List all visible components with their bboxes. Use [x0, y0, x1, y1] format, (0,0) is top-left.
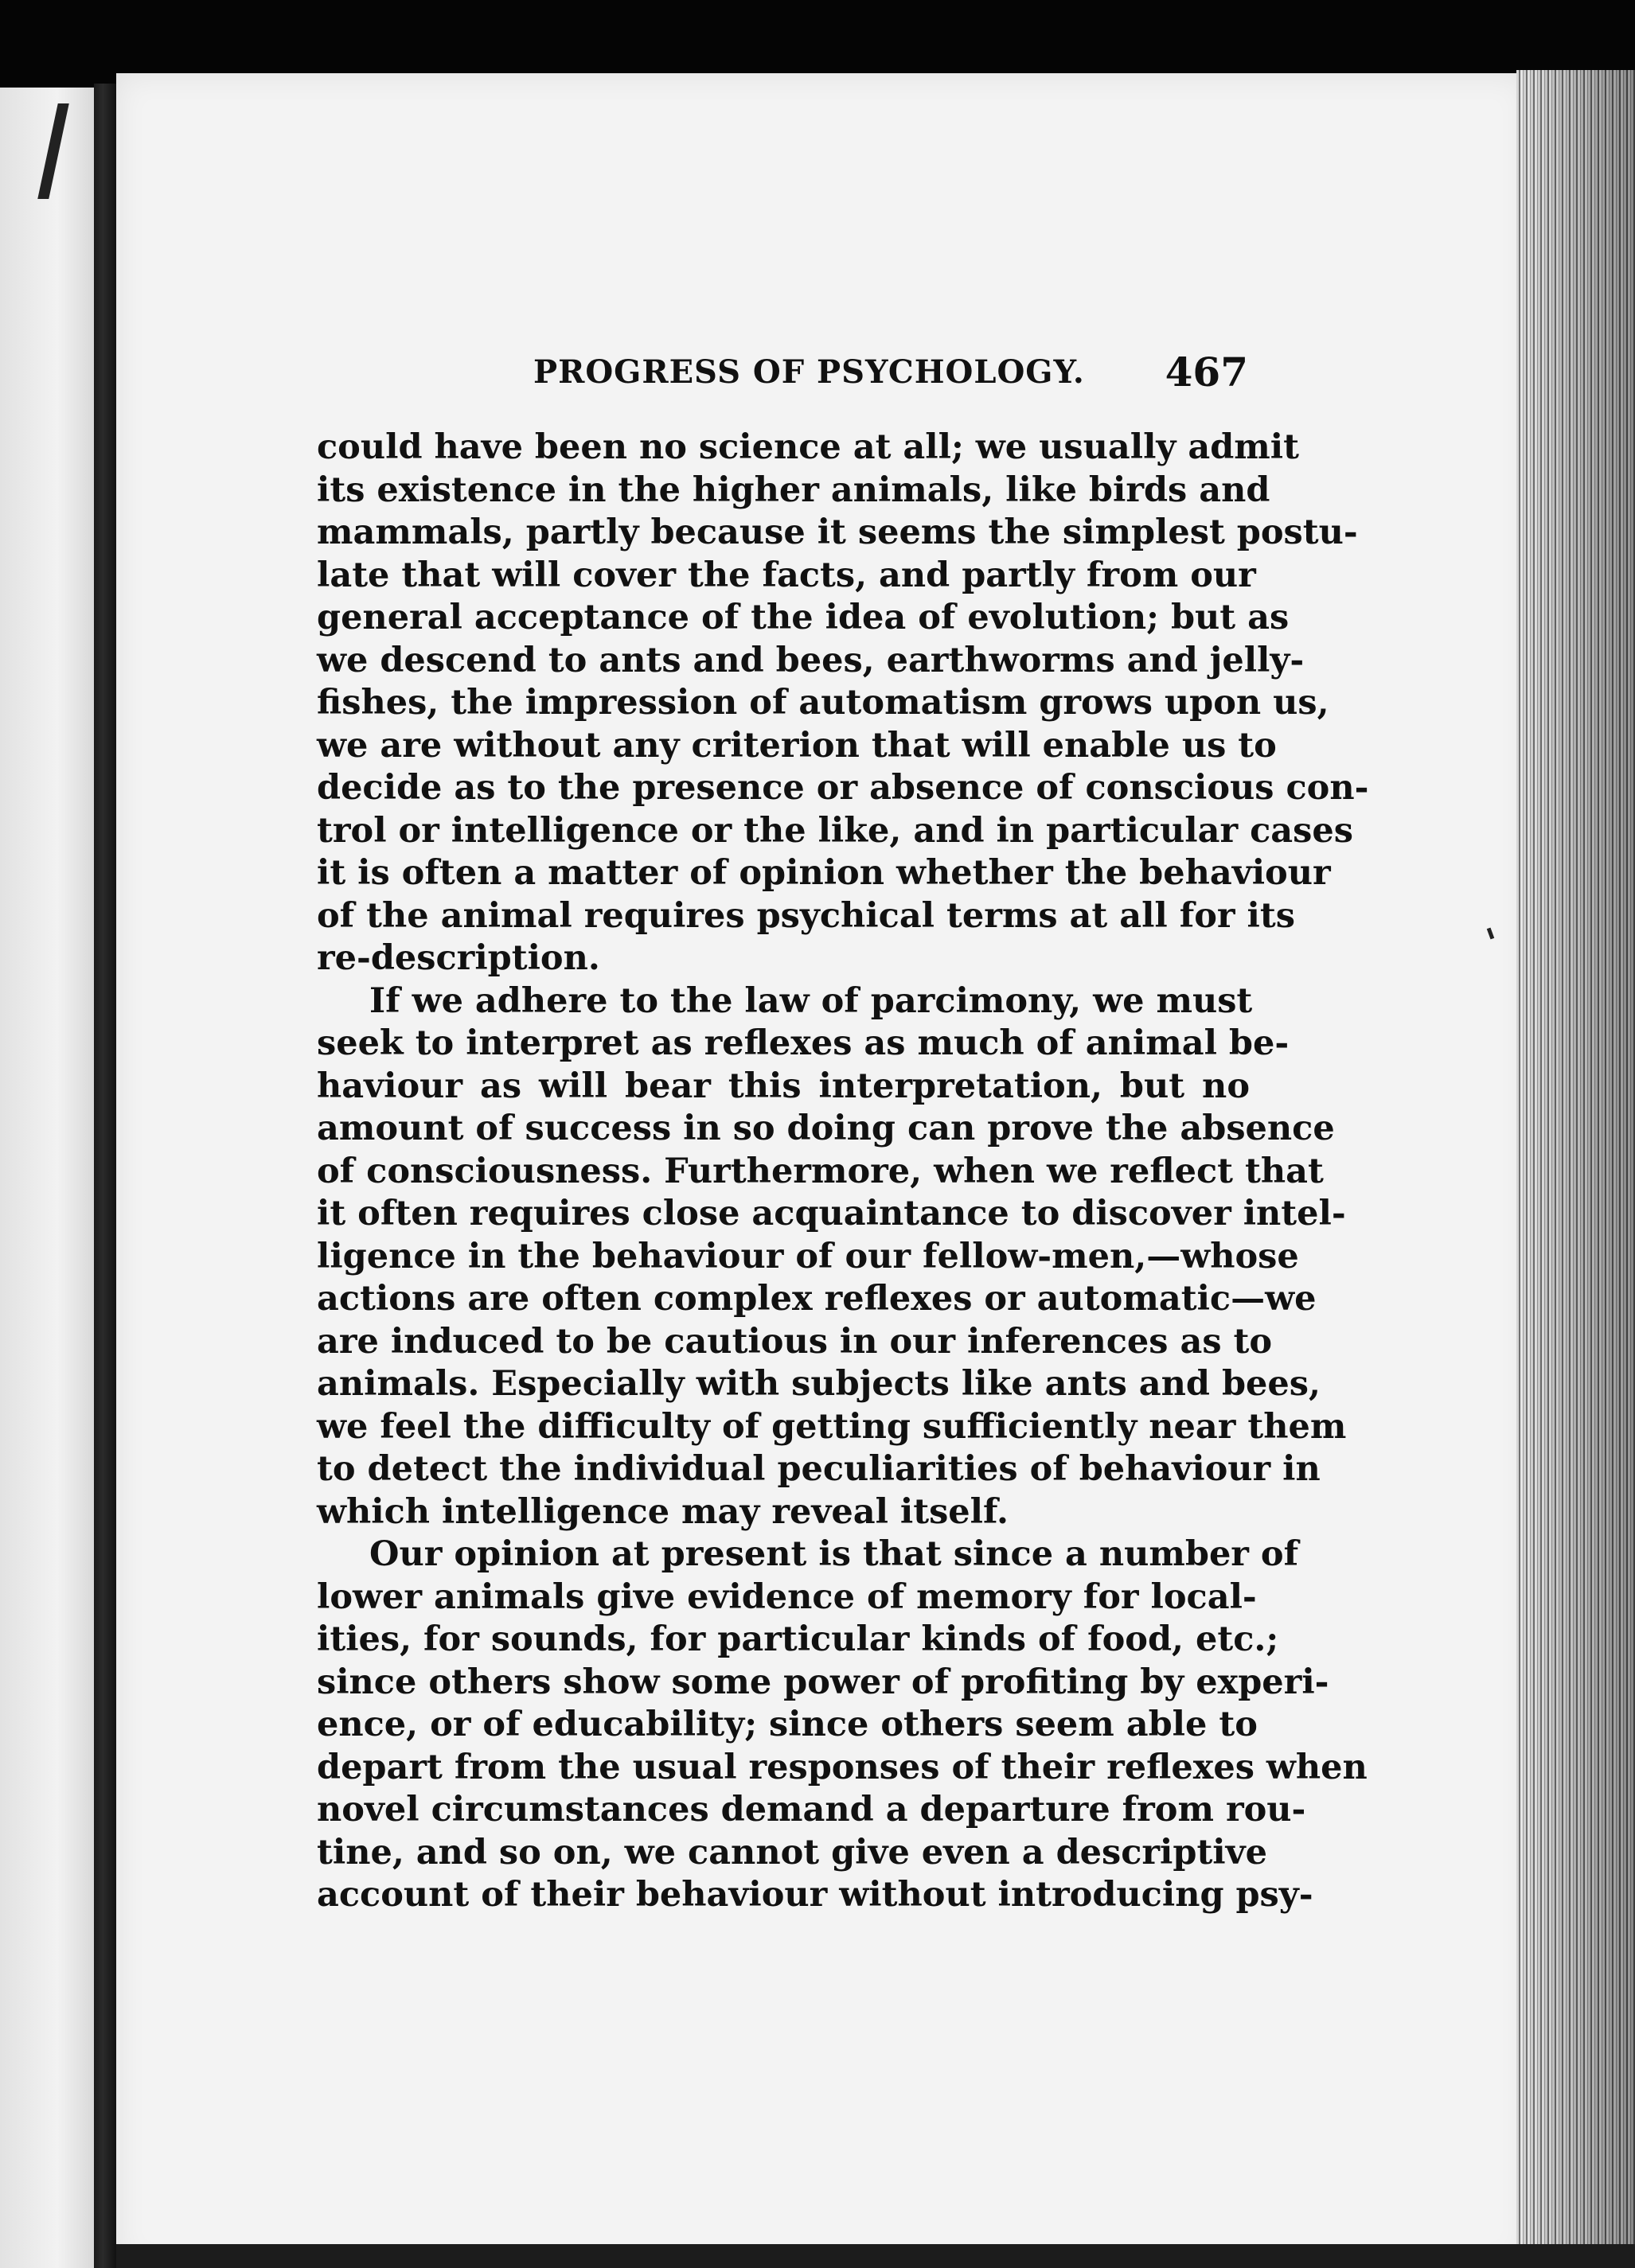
- text-line: depart from the usual responses of their reflexes when: [317, 1747, 1368, 1787]
- running-title: PROGRESS OF PSYCHOLOGY.: [533, 353, 1085, 391]
- text-line: fishes, the impression of automatism grows upon us,: [317, 683, 1329, 723]
- text-line: If we adhere to the law of parcimony, we must: [369, 980, 1253, 1021]
- text-line: its existence in the higher animals, like birds and: [317, 470, 1270, 510]
- text-line: which intelligence may reveal itself.: [317, 1491, 1009, 1532]
- paragraph: [317, 427, 1369, 980]
- text-line: of the animal requires psychical terms at all for its: [317, 895, 1295, 936]
- text-line: decide as to the presence or absence of conscious con-: [317, 768, 1369, 808]
- text-line: novel circumstances demand a departure from rou-: [317, 1790, 1306, 1830]
- text-line: of consciousness. Furthermore, when we reflect that: [317, 1151, 1324, 1191]
- text-line: ence, or of educability; since others seem able to: [317, 1705, 1258, 1744]
- facing-page-edge: [0, 88, 96, 2268]
- text-line: since others show some power of profiting by experi-: [317, 1662, 1329, 1702]
- text-line: haviour as will bear this interpretation, but no: [317, 1066, 1250, 1106]
- text-line: late that will cover the facts, and partly from our: [317, 555, 1256, 595]
- text-line: account of their behaviour without introducing psy-: [317, 1875, 1313, 1915]
- text-line: we descend to ants and bees, earthworms and jelly-: [317, 640, 1305, 680]
- text-line: lower animals give evidence of memory for local-: [317, 1576, 1257, 1617]
- text-line: mammals, partly because it seems the simplest postu-: [317, 512, 1358, 552]
- paragraph: [317, 1533, 1368, 1917]
- page-fold-mark: [37, 103, 69, 199]
- text-line: re-description.: [317, 938, 600, 978]
- page-number: 467: [1165, 349, 1248, 396]
- text-line: could have been no science at all; we usually admit: [317, 427, 1299, 467]
- book-gutter: [94, 84, 116, 2268]
- text-line: are induced to be cautious in our inferences as to: [317, 1321, 1273, 1362]
- text-line: amount of success in so doing can prove the absence: [317, 1109, 1335, 1148]
- text-line: it often requires close acquaintance to discover intel-: [317, 1194, 1346, 1233]
- text-line: animals. Especially with subjects like ants and bees,: [317, 1364, 1321, 1404]
- page-fore-edge-shade: [1516, 70, 1635, 2268]
- text-line: it is often a matter of opinion whether the behaviour: [317, 853, 1331, 893]
- text-line: we are without any criterion that will enable us to: [317, 725, 1277, 766]
- running-header: [318, 349, 1248, 401]
- text-line: to detect the individual peculiarities of behaviour in: [317, 1449, 1321, 1489]
- text-line: seek to interpret as reflexes as much of animal be-: [317, 1023, 1290, 1063]
- text-line: ligence in the behaviour of our fellow-men,—whose: [317, 1236, 1299, 1276]
- scan-bottom-border: [116, 2244, 1635, 2268]
- text-line: actions are often complex reflexes or automatic—we: [317, 1279, 1317, 1319]
- text-line: tine, and so on, we cannot give even a descriptive: [317, 1832, 1267, 1872]
- text-line: Our opinion at present is that since a number of: [369, 1534, 1299, 1574]
- paragraph: [317, 980, 1347, 1534]
- text-line: general acceptance of the idea of evolution; but as: [317, 598, 1290, 637]
- text-line: ities, for sounds, for particular kinds of food, etc.;: [317, 1619, 1279, 1659]
- body-text: [317, 427, 1369, 1917]
- text-line: we feel the difficulty of getting sufficiently near them: [317, 1406, 1347, 1447]
- text-line: trol or intelligence or the like, and in particular cases: [317, 810, 1353, 851]
